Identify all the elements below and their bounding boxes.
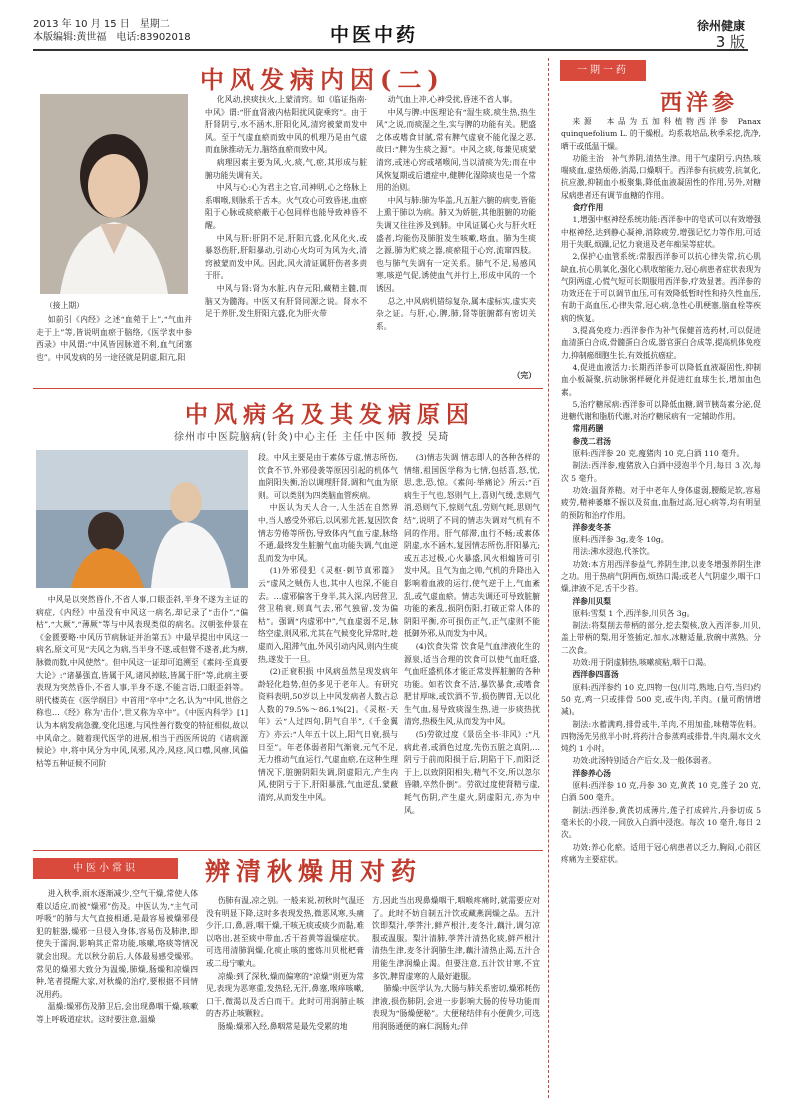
paragraph: 进入秋季,雨水逐渐减少,空气干燥,常使人体难以适应,而被“燥邪”伤及。中医认为,“主气司呼吸”的肺与大气直接相通,是最容易被燥邪侵犯的脏器,燥邪一旦侵入身体,容易伤及肺津,即使失于濡润,影响其正常功能,咳嗽,咯痰等情况就会出现。尤以秋分前后,人体最易感受燥邪。常见的燥邪大致分为温燥,肺燥,肠燥和凉燥四种,笔者提醒大家,对秋燥的治疗,要根据不同情况用药。 (36, 889, 198, 999)
masthead-right (697, 18, 745, 50)
paragraph: 伤肺有温,凉之别。一般来说,初秋时气温还没有明显下降,这时多表现发热,微恶风寒,头痛少汗,口,鼻,唇,咽干燥,干咳无痰或痰少而黏,难以咯出,甚至痰中带血,舌干苔黄等温燥症状。可选用清肺润燥,化痰止咳的蜜炼川贝枇杷膏或二母宁嗽丸。 (206, 896, 364, 968)
paragraph: (2)正衰积损 中风病虽然呈现发病年龄轻化趋势,但仍多见于老年人。有研究资料表明,50岁以上中风发病者人数占总人数的79.5%～86.1%[2]。《灵枢·天年》云“人过四旬,阴气自半”,《千金翼方》亦云:“人年五十以上,阳气日衰,损与日至”。年老体弱者阳气渐衰,元气不足,无力推动气血运行,气虚血瘀,在这种生理情况下,脏腑阴阳失调,阴虚阳亢,产生内风,使阴亏于下,肝阳暴涨,气血逆乱,蒙蔽清窍,从而发生中风。 (258, 667, 398, 803)
article2-title: 中风病名及其发病原因 (185, 401, 475, 428)
paragraph: 功效:养心化瘀。适用于冠心病患者以乏力,胸闷,心前区疼痛为主要症状。 (561, 842, 761, 864)
section-name: 中医中药 (330, 24, 419, 46)
article2-col1 (36, 594, 248, 844)
paragraph: 制法:西洋参,瘦猪放入白酒中浸泡半个月,每日 3 次,每次 5 毫升。 (561, 461, 761, 483)
paragraph: 制法:将梨削去带柄的部分,挖去梨核,放入西洋参,川贝,盖上带柄的梨,用牙签插定,加水,冰糖适量,放碗中蒸熟。分二次食。 (561, 621, 761, 655)
paragraph: 中风是以突然昏仆,不省人事,口眼歪斜,半身不遂为主证的病症,《内经》中虽没有中风这一病名,却记录了“击仆”,“偏枯”,“大厥”,“薄厥”等与中风表现类似的病名。汉朝张仲景在《金匮要略·中风历节病脉证并治第五》中最早提出中风这一病名,原文可见“夫风之为病,当半身不遂,或但臂不遂者,此为痹,脉微而数,中风使然”。但中风这一证却可追溯至《素问·至真要大论》:“诸暴强直,皆属于风,诸风掉眩,皆属于肝”等,此病主要表现为突然昏仆,不省人事,半身不遂,不能言语,口眼歪斜等。明代楼英在《医学纲目》中首用“卒中”之名,认为“中风,世俗之称也…《经》称为‘击仆’,世又称为卒中”。《中医内科学》[1]认为本病发病急骤,变化迅速,与风性善行数变的特征相似,故以中风命之。随着现代医学的进展,相当于西医所说的《诸病源候论》中,将中风分为中风,风邪,风冷,风痉,风口噤,风痹,风偏枯等五种证候不同阶 (36, 595, 248, 768)
article3-title: 辨清秋燥用对药 (205, 857, 423, 886)
paragraph: 病理因素主要为风,火,痰,气,瘀,其形成与脏腑功能失调有关。 (205, 157, 367, 180)
article2-byline: 徐州市中医院脑病(针灸)中心主任 主任中医师 教授 吴琦 (174, 432, 450, 443)
paragraph: 功效:本方用西洋参益气,养阴生津,以麦冬增强养阴生津之功。用于热病气阴两伤,烦热口渴;或老人气阴虚少,咽干口燥,津液不足,舌干少苔。 (561, 559, 761, 594)
paragraph: (4)饮食失常 饮食是气血津液化生的源泉,适当合理的饮食可以使气血旺盛,气血旺盛机体才能正常发挥脏腑的各种功能。如若饮食不洁,暴饮暴食,或嗜食肥甘厚味,或饮酒不节,损伤脾胃,无以化生气血,易导致痰湿生热,进一步痰热扰清窍,热极生风,从而发为中风。 (404, 641, 540, 727)
paragraph: 方,因此当出现鼻燥咽干,咽喉疼痛时,就需要应对了。此时不妨自制五汁饮或藏燕润燥之品。五汁饮即梨汁,荸荠汁,鲜芦根汁,麦冬汁,藕汁,调匀凉服或温服。梨汁清肺,荸荠汁清热化痰,鲜芦根汁清热生津,麦冬汁润肺生津,藕汁清热止渴,五汁合用能生津润燥止渴。但要注意,五汁饮甘寒,不宜多饮,脾胃虚寒的人最好避服。 (372, 896, 540, 981)
paragraph: 功效:用于阴虚肺热,咳嗽痰粘,咽干口渴。 (572, 658, 711, 668)
paragraph: 1,增强中枢神经系统功能:西洋参中的皂甙可以有效增强中枢神经,达到静心凝神,消除疲劳,增强记忆力等作用,可适用于失眠,烦躁,记忆力衰退及老年痴呆等症状。 (561, 215, 761, 249)
paragraph: 温燥:燥邪伤及肺卫后,会出现鼻咽干燥,咳嗽等上呼吸道症状。这时要注意,温燥 (36, 1002, 198, 1024)
paragraph: 原料:雪梨 1 个,西洋参,川贝各 3g。 (572, 608, 695, 618)
subheading: 常用药膳 (572, 424, 604, 434)
subheading: 西洋参四喜汤 (572, 670, 619, 680)
medicine-column-label: 一期一药 (560, 60, 646, 81)
paragraph: 4,促进血液活力:长期西洋参可以降低血液凝固性,抑制血小板凝聚,抗动脉粥样硬化并促进红血球生长,增加血色素。 (561, 362, 761, 397)
subheading: 洋参麦冬茶 (572, 522, 611, 532)
paragraph: (1)外邪侵犯《灵枢·刺节真邪篇》云“虚风之贼伤人也,其中人也深,不能自去。…虚邪偏客于身半,其入深,内居营卫,营卫稍衰,则真气去,邪气独留,发为偏枯”。强调“内虚邪中”,气血虚弱不足,脉络空虚,则风邪,尤其在气候变化异常时,趁虚而入,阻滞气血,外风引动内风,则内生痰热,遂发于一旦。 (258, 566, 398, 664)
portrait-illustration (40, 94, 188, 294)
paragraph: (5)劳欲过度《景岳全书·非风》:“凡病此者,或酒色过度,先伤五脏之真阴,…阴亏于前而阳损于后,阴陷于下,而阳泛于上,以致阴阳相失,精气不交,所以忽尔昏聩,卒然仆倒”。劳欲过度使肾精亏虚,耗气伤阴,产生虚火,阴虚阳亢,亦为中风。 (404, 730, 540, 815)
article3-col3 (372, 895, 540, 1098)
paragraph: 原料:西洋参 3g,麦冬 10g。 (572, 535, 669, 545)
paragraph: 中医认为天人合一,人生活在自然界中,当人感受外邪后,以风邪尤甚,复因饮食情志劳倦等所伤,导致体内气血亏虚,脉络不通,最终发生脏腑气血功能失调,气血逆乱而发为中风。 (258, 503, 398, 563)
paragraph: 原料:西洋参 10 克,丹参 30 克,黄芪 10 克,莲子 20 克,白酒 500 毫升。 (561, 781, 761, 803)
editor-info: 本版编辑:黄世福 电话:83902018 (33, 32, 191, 43)
article3-col2 (206, 895, 364, 1098)
article2-photo (36, 450, 248, 588)
paragraph: 制法:西洋参,黄芪切成薄片,莲子打成碎片,丹参切成 5 毫米长的小段,一同放入白酒中浸泡。每次 10 毫升,每日 2 次。 (561, 805, 761, 840)
paragraph: 中风与肝:肝阴不足,肝阳亢盛,化风化火,或暴怒伤肝,肝阳暴动,引动心火均可为风为火,清窍被蒙而发中风。因此,风火清证属肝伤者多责于肝。 (205, 233, 367, 281)
paragraph: 5,治疗糖尿病:西洋参可以降低血糖,调节胰岛素分泌,促进糖代谢和脂肪代谢,对治疗糖尿病有一定辅助作用。 (561, 399, 761, 422)
column-divider (548, 58, 549, 1098)
paragraph: 用法:沸水浸泡,代茶饮。 (572, 547, 655, 557)
clinic-scene-illustration (36, 450, 248, 588)
tips-label: 中医小常识 (33, 858, 178, 879)
paragraph: 功效:此汤特别适合产后女,及一般体弱者。 (572, 756, 716, 766)
author-photo (40, 94, 188, 294)
header-divider (33, 49, 748, 51)
paragraph: 中风与肺:肺为华盖,凡五脏六腑的病变,皆能上熏于肺以为病。肺又为娇脏,其他脏腑的功能失调又往往涉及到肺。中风证属心火与肝火旺盛者,均能伤及肺脏发生咳嗽,咯血。肺为生痰之源,肺为贮痰之器,痰瘀阻于心窍,流窜四肢。也与肺气失调有一定关系。肺气不足,易感风寒,咳逆气促,诱使血气并行上,形成中风的一个诱因。 (376, 195, 536, 293)
paragraph: 中风与肾:肾为水脏,内存元阳,藏精主髓,而脑又为髓海。中医又有肝肾同源之说。肾水不足于养肝,发生肝阳亢盛,化为肝火带 (205, 283, 367, 319)
paragraph: 化风动,挟痰扶火,上蒙清窍。如《临证指南·中风》谓:“肝血肾液内枯阳扰风旋乘窍”。由于肝肾阴亏,水不涵木,肝阳化风,清窍被蒙而发中风。至于气虚血瘀而致中风的机理乃是由气虚而血脉推动无力,脑络血瘀而致中风。 (205, 95, 367, 155)
article2-col3 (404, 452, 540, 844)
medicine-article (561, 116, 761, 1096)
article1-title: 中风发病内因(二) (200, 65, 445, 94)
paragraph: 肺燥:中医学认为,大肠与肺关系密切,燥邪耗伤津液,损伤肺阴,会进一步影响大肠的传导功能而表现为“肠燥便秘”。大便秘结伴有小便黄少,可选用润肠通便的麻仁润肠丸;伴 (372, 984, 540, 1031)
article1-col2 (205, 94, 367, 384)
paragraph: 功能主治 补气养阴,清热生津。用于气虚阴亏,内热,咳喘痰血,虚热烦倦,消渴,口燥咽干。西洋参有抗疲劳,抗氧化,抗应激,抑制血小板聚集,降低血液凝固性的作用,另外,对糖尿病患者还有调节血糖的作用。 (561, 153, 761, 200)
paragraph: 肠燥:燥邪入经,鼻咽常是最先受累的地 (217, 1021, 348, 1031)
paragraph: 原料:西洋参 20 克,瘦猪肉 10 克,白酒 110 毫升。 (572, 449, 745, 459)
article3-col1 (36, 888, 198, 1098)
medicine-title: 西洋参 (660, 90, 739, 116)
article1-end-mark: （完） (512, 371, 536, 380)
issue-date: 2013 年 10 月 15 日 星期二 (33, 19, 170, 30)
paragraph: 来源 本品为五加科植物西洋参 Panax quinquefolium L. 的干燥根。均系栽培品,秋季采挖,洗净,晒干或低温干燥。 (561, 117, 761, 151)
paragraph: (3)情志失调 情志即人的各种各样的情绪,祖国医学称为七情,包括喜,怒,忧,思,悲,恐,惊。《素问·举痛论》所云:“百病生于气也,怒则气上,喜则气缓,悲则气消,恐则气下,惊则气乱,劳则气耗,思则气结”,说明了不同的情志失调对气机有不同的作用。肝气郁滞,血行不畅;或素体阴虚,水不涵木,复因情志所伤,肝阳暴亢;或五志过极,心火暴盛,风火相煽皆可引发中风。且气为血之帅,气机的升降出入影响着血液的运行,使气逆于上,气血紊乱,或气虚血瘀。情志失调还可导致脏腑功能的紊乱,损阴伤阳,打破正常人体的阴阳平衡,亦可损伤正气,正气虚则不能抵御外邪,从而发为中风。 (404, 453, 540, 639)
article2-col2 (258, 452, 398, 844)
section-divider (33, 850, 543, 851)
photo-caption: （接上期） (45, 301, 84, 310)
paragraph: 段。中风主要是由于素体亏虚,情志所伤,饮食不节,外邪侵袭等原因引起的机体气血阴阳失衡,治以调理肝肾,调和气血为原则。可以类别为四类脑血管疾病。 (258, 453, 398, 500)
paragraph: 如前引《内经》之述“血菀于上”,“气血并走于上”等,皆说明血瘀于脑络,《医学衷中参西录》中风谓:“中风皆因脉道不利,血气闭塞也”。中风发病的另一途径就是阴虚,阳亢,阳 (36, 315, 192, 362)
masthead-left (33, 18, 191, 44)
section-divider (33, 388, 543, 389)
subheading: 洋参川贝梨 (572, 596, 611, 606)
paragraph: 2,保护心血管系统:常服西洋参可以抗心律失常,抗心肌缺血,抗心肌氧化,强化心肌收缩能力,冠心病患者症状表现为气阴两虚,心慌气短可长期服用西洋参,疗效显著。西洋参的功效还在于可以调节血压,可有效降低暂时性和持久性血压,有助于高血压,心律失常,冠心病,急性心肌梗塞,脑血栓等疾病的恢复。 (561, 252, 761, 323)
paper-name: 徐州健康 (696, 19, 745, 33)
article1-col3 (376, 94, 536, 372)
paragraph: 3,提高免疫力:西洋参作为补气保健首选药材,可以促进血清蛋白合成,骨髓蛋白合成,器官蛋白合成等,提高机体免疫力,抑制癌细胞生长,有效抵抗癌症。 (561, 326, 761, 360)
paragraph: 动气血上冲,心神受扰,昏迷不省人事。 (387, 95, 518, 104)
paragraph: 总之,中风病机错综复杂,属本虚标实,虚实夹杂之证。与肝,心,脾,肺,肾等脏腑都有密切关系。 (376, 296, 536, 331)
paragraph: 凉燥:到了深秋,燥而偏寒的“凉燥”则更为常见,表现为恶寒重,发热轻,无汗,鼻塞,喉痒咳嗽,口干,微渴以及舌白而干。此时可用润肺止咳的杏苏止咳颗粒。 (206, 971, 364, 1019)
paragraph: 原料:西洋参约 10 克,四物一包(川芎,熟地,白芍,当归)约 50 克,鸡一只或排骨 500 克,或牛肉,羊肉。(量可酌情增减)。 (561, 682, 761, 717)
paragraph: 中风与脾:中医理论有“湿生痰,痰生热,热生风”之说,而痰湿之生,实与脾的功能有关。肥盛之体或嗜食甘腻,常有脾气虚衰不能化湿之恶,故曰:“脾为生痰之源”。中风之痰,每兼见痰蒙清窍,或迷心窍或堵喉间,当以清痰为先;而在中风恢复期或后遗症中,健脾化湿除痰也是一个常用的治则。 (376, 107, 536, 193)
page-number: 3 版 (715, 33, 745, 51)
subheading: 洋参养心汤 (572, 768, 611, 778)
paragraph: 中风与心:心为君主之官,司神明,心之络脉上系咽喉,则脉系于舌本。火气攻心可致昏迷,血瘀阻于心脉或痰瘀蔽于心包同样也能导致神昏不醒。 (205, 183, 367, 230)
paragraph: 制法:水蓄满鸡,排骨或牛,羊肉,不用加盐,味精等佐料。四物汤先另煎半小时,将药汁合参蒸鸡或排骨,牛肉,隔水文火炖约 1 小时。 (561, 719, 761, 754)
paragraph: 功效:温肾养精。对于中老年人身体虚弱,腰酸足软,容易疲劳,精神萎靡不振以及贫血,血脂过高,冠心病等,均有明显的预防和治疗作用。 (561, 485, 761, 520)
article1-col1 (36, 314, 192, 380)
subheading: 参茂二君汤 (572, 436, 611, 446)
subheading: 食疗作用 (572, 203, 604, 213)
